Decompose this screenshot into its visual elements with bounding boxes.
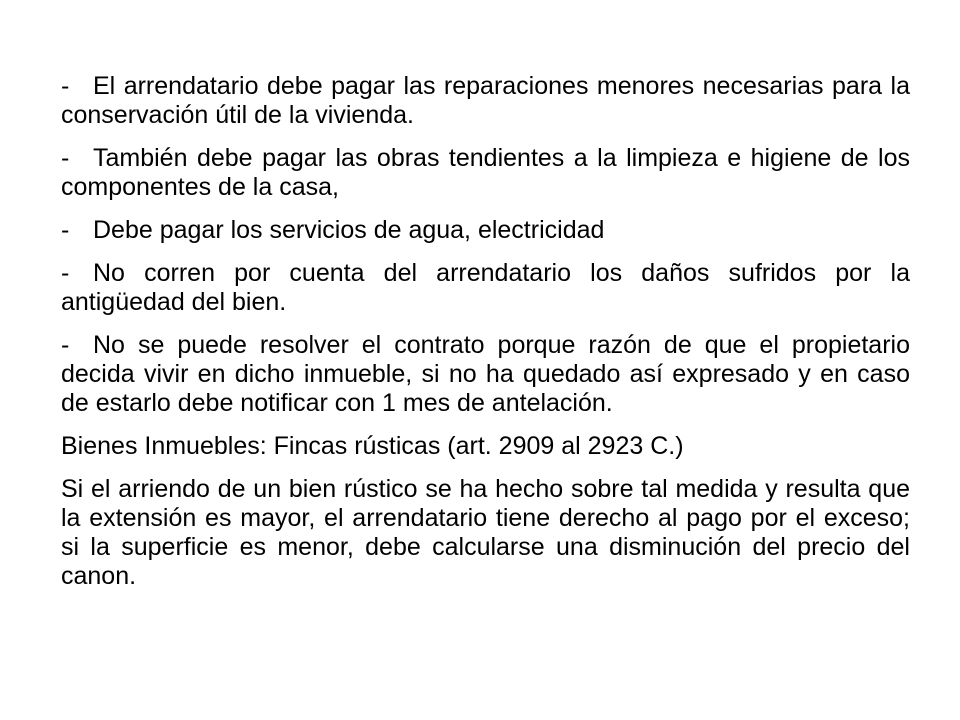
bullet-item: [61, 72, 910, 130]
bullet-text: No se puede resolver el contrato porque razón de que el propietario decida vivir en dicho inmueble, si no ha quedado así expresado y en caso de estarlo debe notificar con 1 mes de antelación.: [61, 331, 910, 417]
bullet-text: No corren por cuenta del arrendatario los daños sufridos por la antigüedad del bien.: [61, 259, 910, 316]
closing-paragraph: Si el arriendo de un bien rústico se ha hecho sobre tal medida y resulta que la extensión es mayor, el arrendatario tiene derecho al pago por el exceso; si la superficie es menor, debe calcularse una disminución del precio del canon.: [61, 475, 910, 590]
bullet-item: [61, 331, 910, 418]
bullet-dash: -: [61, 72, 70, 100]
section-heading: Bienes Inmuebles: Fincas rústicas (art. 2909 al 2923 C.): [61, 432, 684, 460]
bullet-item: [61, 144, 910, 202]
bullet-dash: -: [61, 331, 70, 359]
bullet-text: Debe pagar los servicios de agua, electricidad: [93, 216, 605, 244]
bullet-dash: -: [61, 259, 70, 287]
bullet-dash: -: [61, 144, 70, 172]
bullet-item: [61, 259, 910, 317]
bullet-text: El arrendatario debe pagar las reparaciones menores necesarias para la conservación útil de la vivienda.: [61, 72, 910, 129]
bullet-text: También debe pagar las obras tendientes a la limpieza e higiene de los componentes de la casa,: [61, 144, 910, 201]
slide-content: [61, 72, 910, 605]
bullet-dash: -: [61, 216, 70, 244]
bullet-item: [61, 216, 910, 245]
